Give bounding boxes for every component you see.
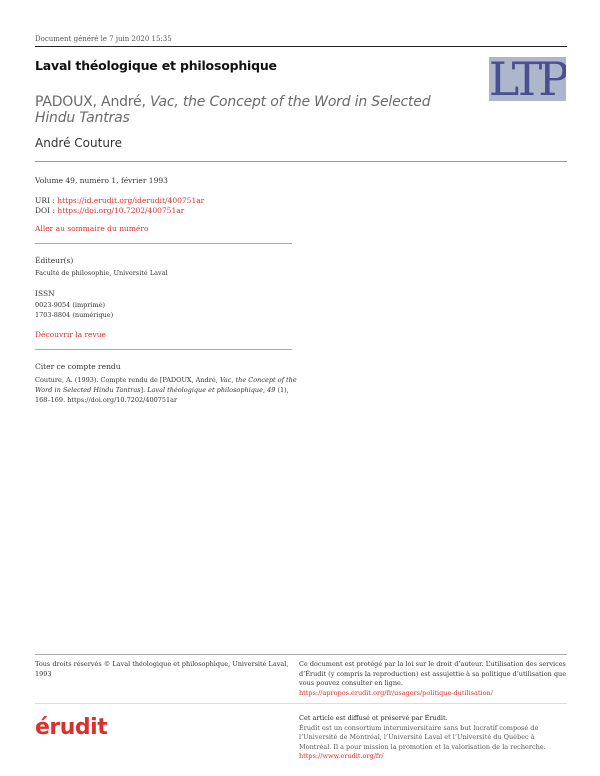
erudit-info — [299, 714, 567, 762]
erudit-logo — [35, 712, 115, 744]
erudit-link[interactable]: https://www.erudit.org/fr/ — [299, 752, 384, 760]
citation-part: , — [262, 386, 268, 394]
issn-print: 0023-9054 (imprimé) — [35, 301, 106, 309]
citation-italic: Vac, the Concept of the Word in Selected Hindu Tantras — [35, 376, 297, 394]
footer-divider — [35, 654, 567, 655]
editeur-name: Faculté de philosophie, Université Laval — [35, 269, 168, 277]
issn-digital: 1703-8804 (numérique) — [35, 311, 114, 319]
footer-divider — [35, 703, 567, 704]
ltp-logo-graphic — [489, 57, 566, 101]
citation-part: Couture, A. (1993). Compte rendu de [PADOUX, André, — [35, 376, 220, 384]
uri-line — [35, 196, 204, 206]
review-title — [35, 94, 455, 126]
citation-part: (1), 168–169. https://doi.org/10.7202/400751ar — [35, 386, 289, 404]
erudit-description: Érudit est un consortium interuniversitaire sans but lucratif composé de l’Université de Montréal, l’Université Laval et l’Université du Québec à Montréal. Il a pour mission la promotion et la valorisation de la recherche. — [299, 723, 546, 751]
doi-label: DOI : — [35, 206, 58, 215]
erudit-heading: Cet article est diffusé et préservé par Érudit. — [299, 714, 448, 722]
volume-info: Volume 49, numéro 1, février 1993 — [35, 176, 168, 185]
doi-link[interactable]: https://doi.org/10.7202/400751ar — [57, 206, 185, 215]
ltp-logo — [489, 57, 566, 101]
uri-link[interactable]: https://id.erudit.org/iderudit/400751ar — [57, 196, 205, 205]
uri-label: URI : — [35, 196, 58, 205]
legal-notice — [299, 660, 567, 698]
sommaire-link[interactable]: Aller au sommaire du numéro — [35, 224, 149, 233]
review-title-prefix: PADOUX, André, — [35, 94, 150, 110]
doi-line — [35, 206, 184, 216]
citation-italic: 49 — [267, 386, 276, 394]
journal-title: Laval théologique et philosophique — [35, 58, 277, 73]
rights-notice: Tous droits réservés © Laval théologique et philosophique, Université Laval, 1993 — [35, 660, 289, 678]
review-title-italic: Vac, the Concept of the Word in Selected Hindu Tantras — [35, 94, 431, 126]
erudit-logo-graphic — [35, 712, 115, 740]
editeurs-heading: Éditeur(s) — [35, 256, 74, 265]
divider — [35, 161, 567, 162]
issn-heading: ISSN — [35, 289, 55, 298]
divider — [35, 243, 292, 244]
divider — [35, 349, 292, 350]
citation-italic: Laval théologique et philosophique — [147, 386, 263, 394]
citation-part: ]. — [140, 386, 148, 394]
author-name: André Couture — [35, 136, 122, 150]
erudit-logo-text: érudit — [35, 715, 108, 740]
legal-link[interactable]: https://apropos.erudit.org/fr/usagers/politique-dutilisation/ — [299, 688, 493, 697]
revue-link[interactable]: Découvrir la revue — [35, 330, 106, 339]
legal-text: Ce document est protégé par la loi sur le droit d’auteur. L’utilisation des services d’Érudit (y compris la reproduction) est assujettie à sa politique d’utilisation que vous pouvez consulter en ligne. — [299, 660, 567, 687]
citer-heading: Citer ce compte rendu — [35, 362, 121, 371]
ltp-logo-letters: LTP — [489, 57, 566, 101]
generated-date: Document généré le 7 juin 2020 15:35 — [35, 35, 172, 43]
top-rule — [35, 46, 567, 47]
citation-text — [35, 375, 297, 405]
